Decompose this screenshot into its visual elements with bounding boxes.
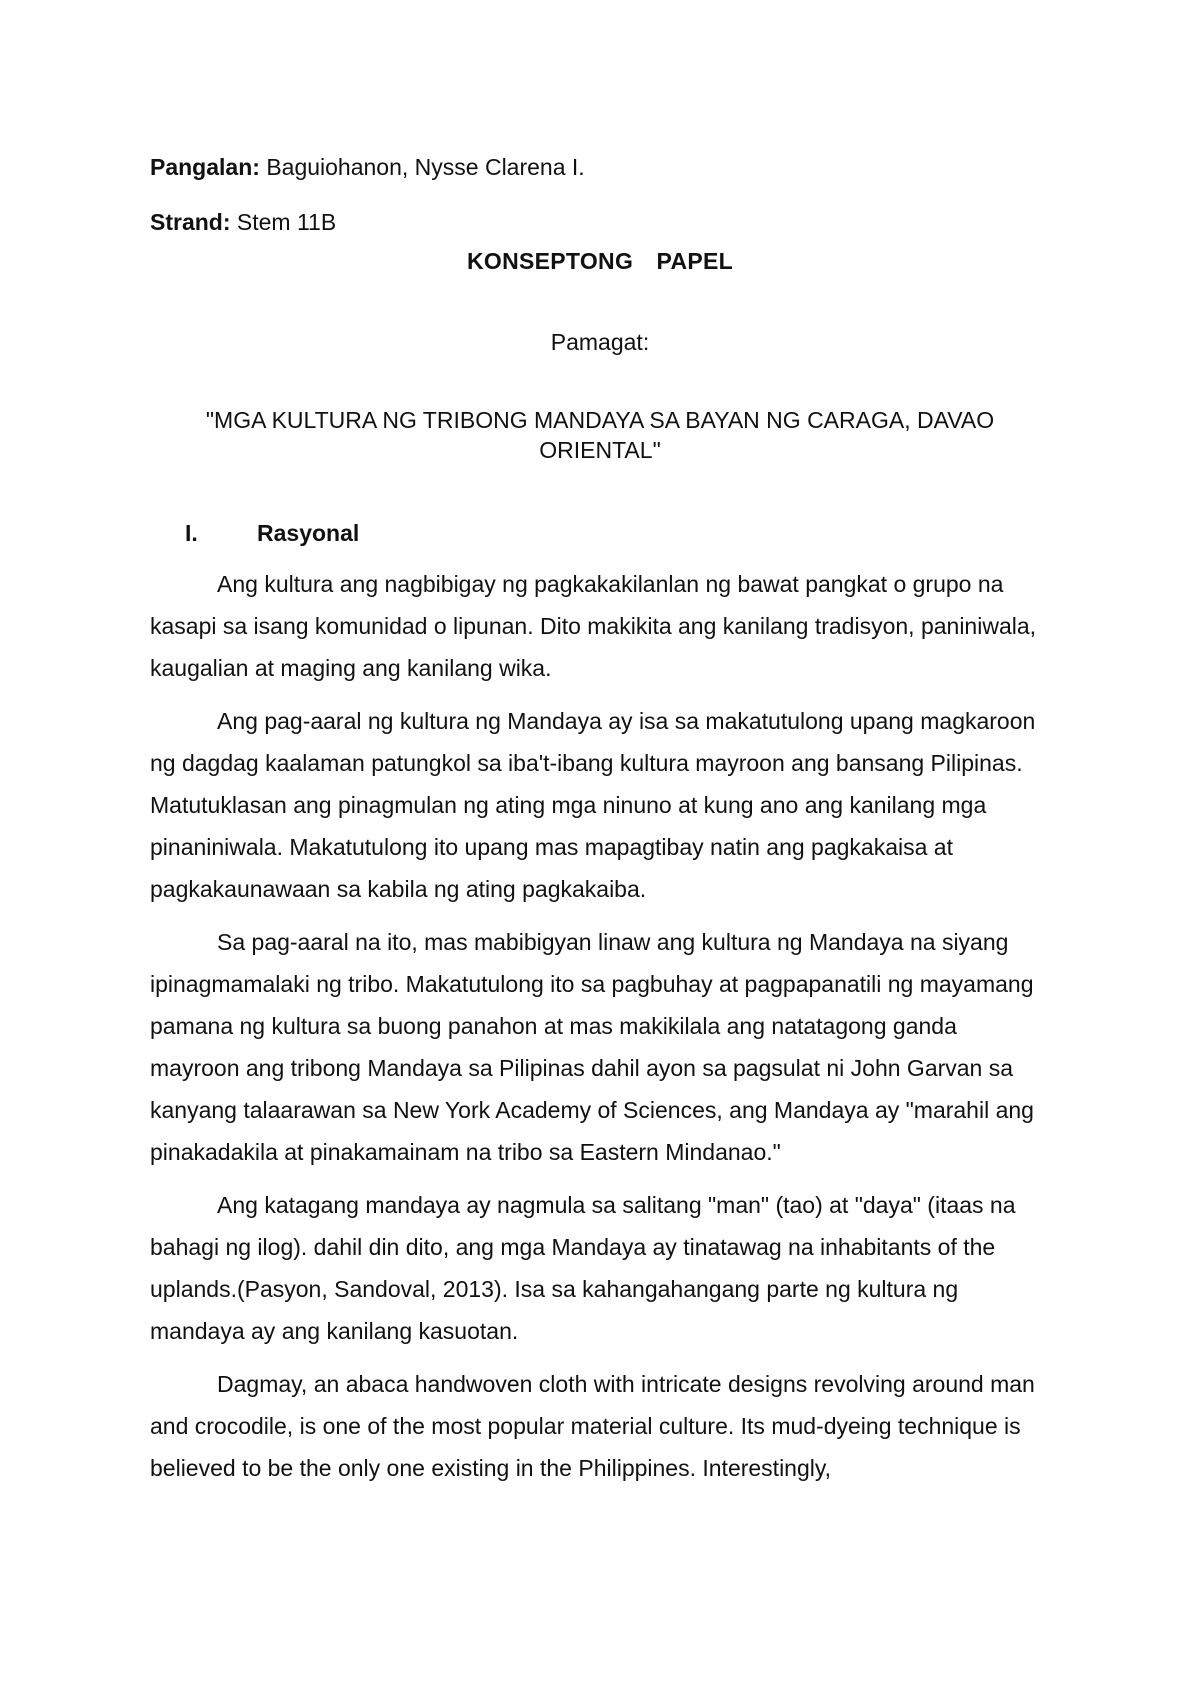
strand-label: Strand: — [150, 209, 231, 235]
section-number: I. — [185, 520, 198, 546]
paragraph: Ang katagang mandaya ay nagmula sa salitang "man" (tao) at "daya" (itaas na bahagi ng ilog). dahil din dito, ang mga Mandaya ay tinatawag na inhabitants of the uplands.(Pasyon, Sandoval, 2013). Isa sa kahangahangang parte ng kultura ng mandaya ay ang kanilang kasuotan. — [150, 1192, 1016, 1344]
section-heading — [185, 519, 359, 547]
paragraph: Sa pag-aaral na ito, mas mabibigyan linaw ang kultura ng Mandaya na siyang ipinagmamalaki ng tribo. Makatutulong ito sa pagbuhay at pagpapanatili ng mayamang pamana ng kultura sa buong panahon at mas makikilala ang natatagong ganda mayroon ang tribong Mandaya sa Pilipinas dahil ayon sa pagsulat ni John Garvan sa kanyang talaarawan sa New York Academy of Sciences, ang Mandaya ay "marahil ang pinakadakila at pinakamainam na tribo sa Eastern Mindanao." — [150, 929, 1034, 1165]
paragraph: Dagmay, an abaca handwoven cloth with intricate designs revolving around man and crocodile, is one of the most popular material culture. Its mud-dyeing technique is believed to be the only one existing in the Philippines. Interestingly, — [150, 1371, 1035, 1481]
paragraph: Ang pag-aaral ng kultura ng Mandaya ay isa sa makatutulong upang magkaroon ng dagdag kaalaman patungkol sa iba't-ibang kultura mayroon ang bansang Pilipinas. Matutuklasan ang pinagmulan ng ating mga ninuno at kung ano ang kanilang mga pinaniniwala. Makatutulong ito upang mas mapagtibay natin ang pagkakaisa at pagkakaunawaan sa kabila ng ating pagkakaiba. — [150, 708, 1036, 902]
name-label: Pangalan: — [150, 154, 260, 180]
pamagat-label: Pamagat: — [550, 329, 650, 355]
body-text — [150, 563, 1050, 1500]
paper-title: "MGA KULTURA NG TRIBONG MANDAYA SA BAYAN NG CARAGA, DAVAO ORIENTAL" — [205, 407, 995, 463]
name-value: Baguiohanon, Nysse Clarena I. — [266, 154, 585, 180]
document-title — [0, 248, 1200, 275]
strand-value: Stem 11B — [236, 209, 337, 235]
section-title: Rasyonal — [257, 520, 360, 546]
name-field — [150, 153, 585, 181]
document-title-text: KONSEPTONG PAPEL — [466, 248, 733, 274]
paragraph: Ang kultura ang nagbibigay ng pagkakakilanlan ng bawat pangkat o grupo na kasapi sa isang komunidad o lipunan. Dito makikita ang kanilang tradisyon, paniniwala, kaugalian at maging ang kanilang wika. — [150, 571, 1037, 681]
strand-field — [150, 208, 336, 236]
